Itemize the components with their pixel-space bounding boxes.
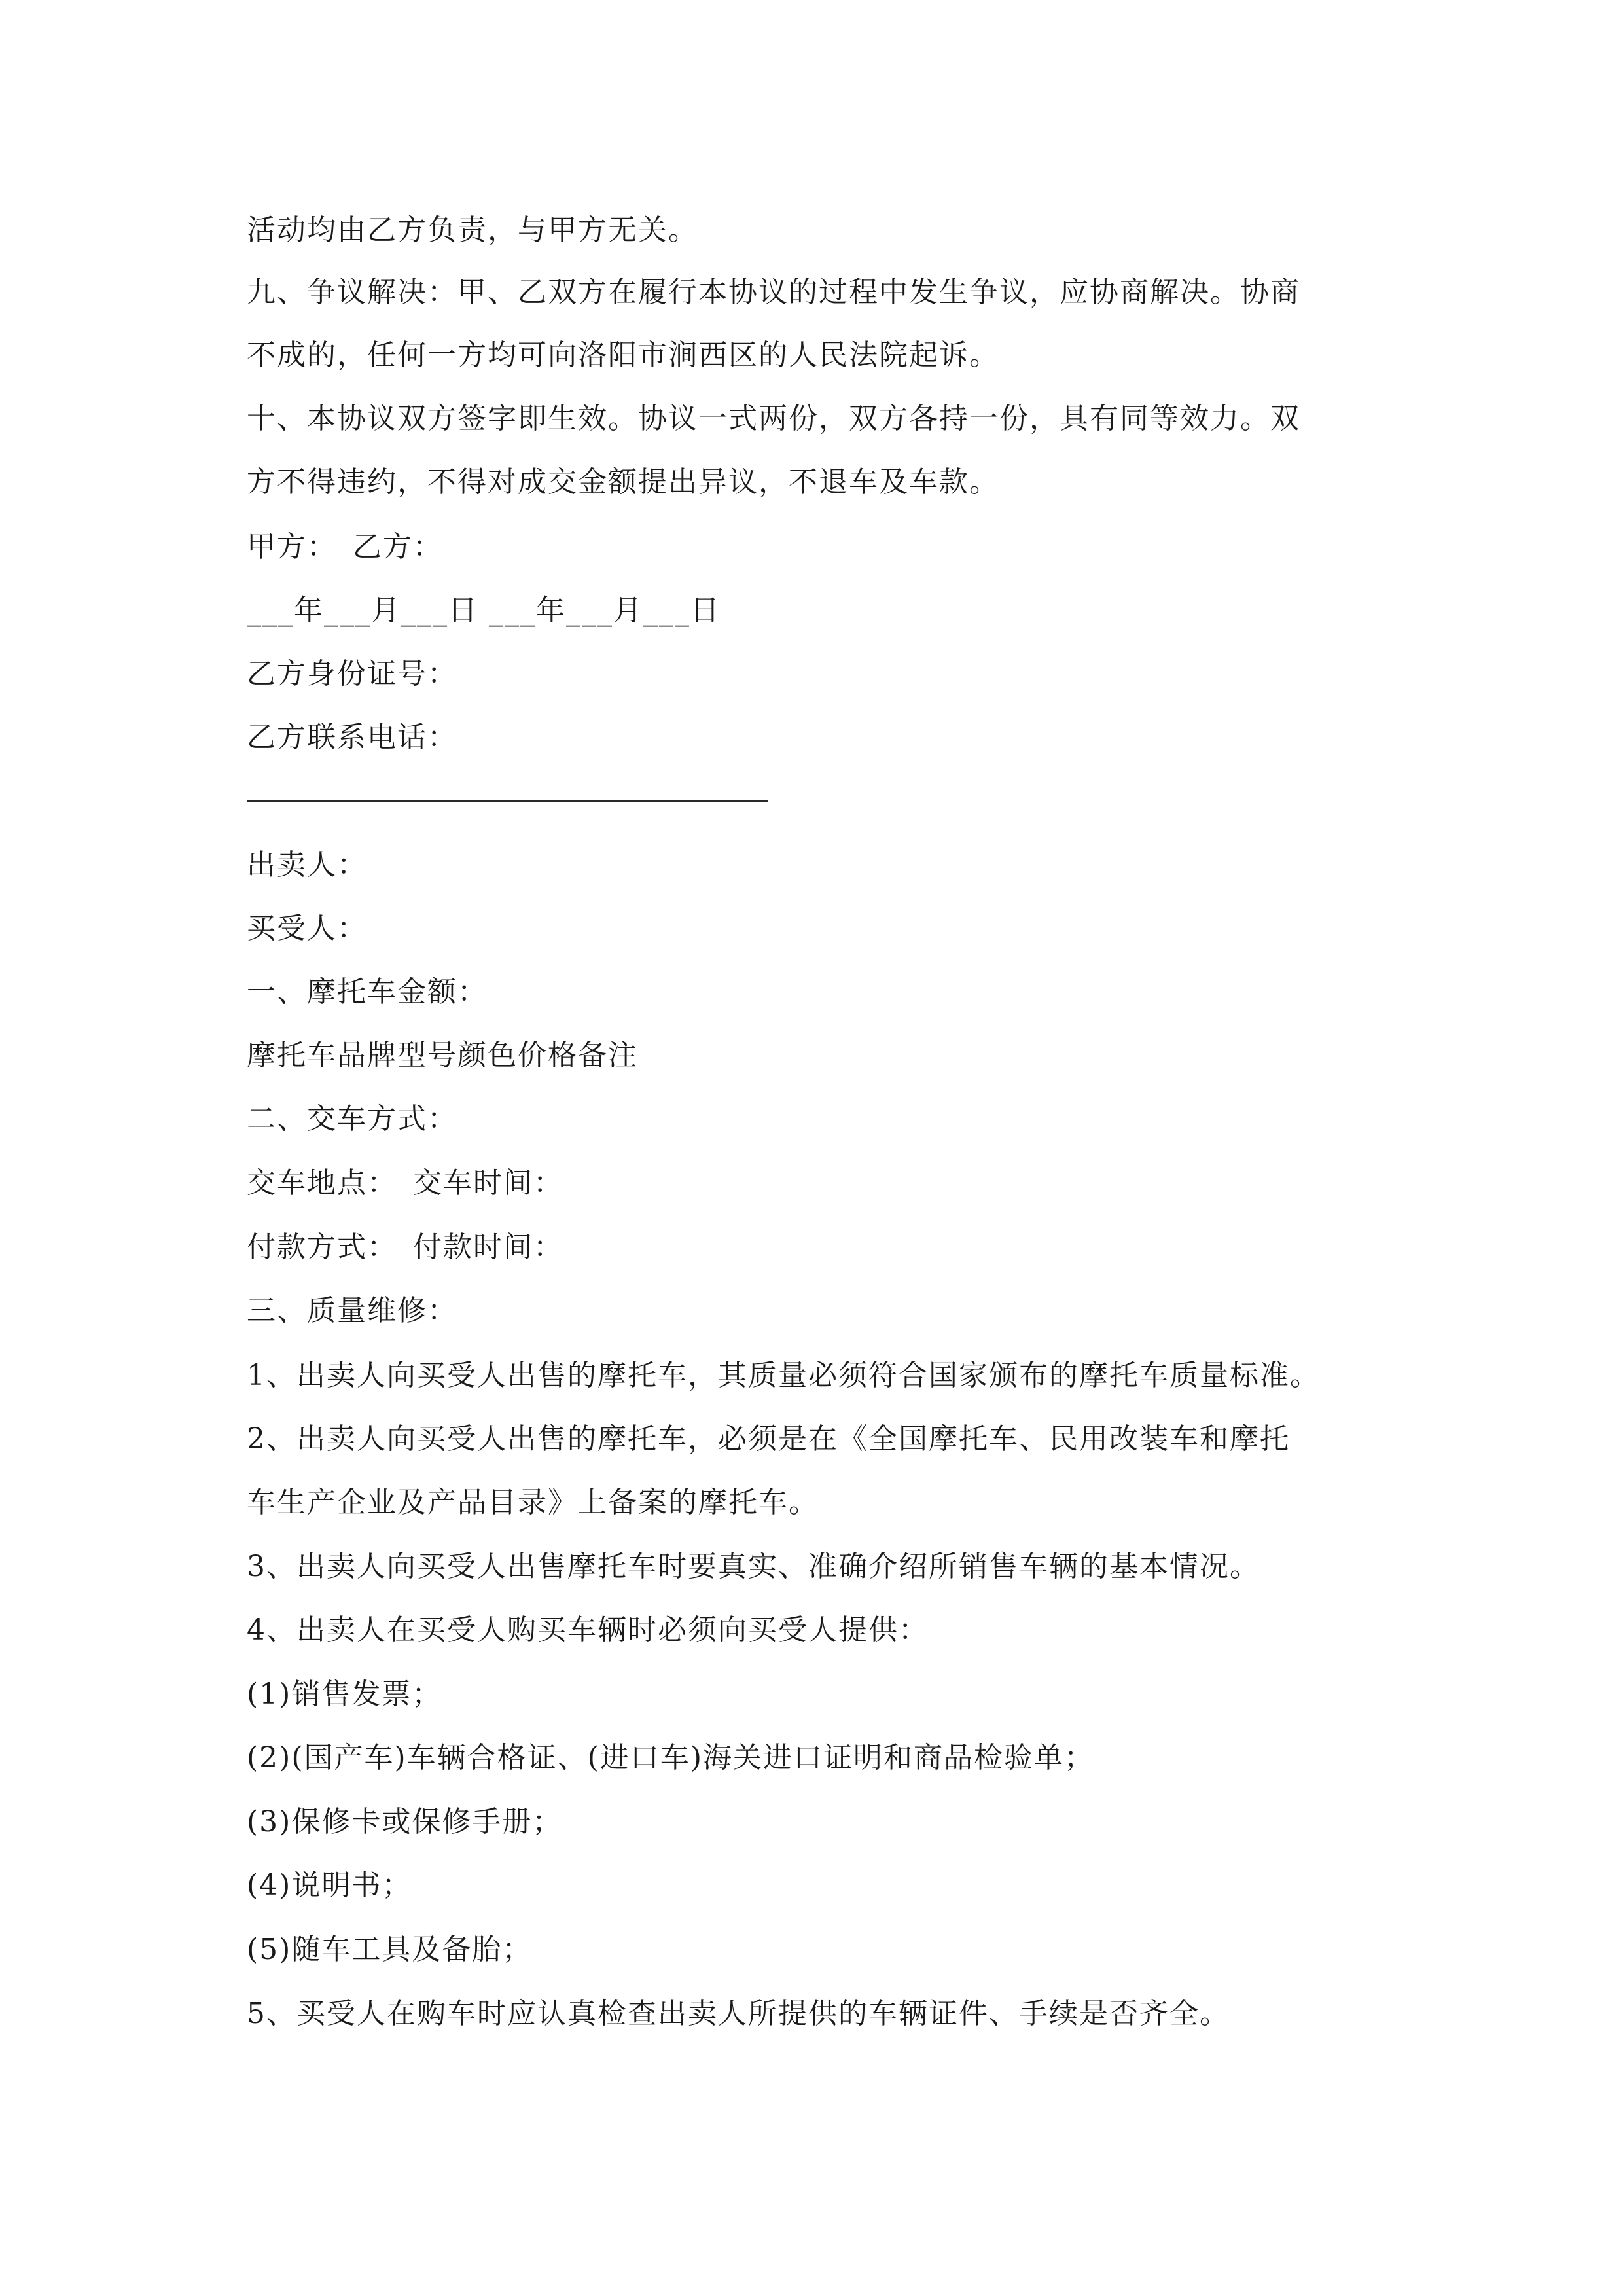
party-b-phone-label: 乙方联系电话： (247, 721, 457, 754)
clause-9-continuation: 不成的，任何一方均可向洛阳市涧西区的人民法院起诉。 (247, 338, 999, 372)
clause-9-dispute-resolution: 九、争议解决：甲、乙双方在履行本协议的过程中发生争议，应协商解决。协商 (247, 276, 1300, 309)
item-5-buyer-check: 5、买受人在购车时应认真检查出卖人所提供的车辆证件、手续是否齐全。 (247, 1997, 1230, 2030)
payment-method-time: 付款方式： 付款时间： (247, 1230, 563, 1264)
clause-10-effectiveness: 十、本协议双方签字即生效。协议一式两份，双方各持一份，具有同等效力。双 (247, 402, 1300, 435)
section-1-heading: 一、摩托车金额： (247, 975, 488, 1009)
item-4-documents: 4、出卖人在买受人购买车辆时必须向买受人提供： (247, 1613, 929, 1647)
signature-parties: 甲方： 乙方： (247, 530, 443, 564)
party-b-id-number-label: 乙方身份证号： (247, 657, 457, 691)
item-2-catalog: 2、出卖人向买受人出售的摩托车，必须是在《全国摩托车、民用改装车和摩托 (247, 1422, 1290, 1456)
doc-2-certificate: (2)(国产车)车辆合格证、(进口车)海关进口证明和商品检验单； (247, 1741, 1094, 1774)
motorcycle-table-header: 摩托车品牌型号颜色价格备注 (247, 1039, 638, 1072)
item-2-continuation: 车生产企业及产品目录》上备案的摩托车。 (247, 1486, 819, 1519)
clause-10-continuation: 方不得违约，不得对成交金额提出异议，不退车及车款。 (247, 465, 999, 499)
signature-dates: ___年___月___日 ___年___月___日 (247, 594, 721, 627)
doc-1-invoice: (1)销售发票； (247, 1677, 442, 1711)
seller-label: 出卖人： (247, 848, 367, 882)
section-2-heading: 二、交车方式： (247, 1102, 457, 1136)
item-1-quality-standard: 1、出卖人向买受人出售的摩托车，其质量必须符合国家颁布的摩托车质量标准。 (247, 1359, 1320, 1392)
section-divider (247, 800, 768, 802)
paragraph-line-continuation: 活动均由乙方负责，与甲方无关。 (247, 213, 698, 247)
doc-5-tools: (5)随车工具及备胎； (247, 1933, 533, 1966)
delivery-place-time: 交车地点： 交车时间： (247, 1166, 563, 1200)
section-3-heading: 三、质量维修： (247, 1294, 457, 1327)
doc-3-warranty: (3)保修卡或保修手册； (247, 1805, 563, 1839)
buyer-label: 买受人： (247, 912, 367, 945)
item-3-disclosure: 3、出卖人向买受人出售摩托车时要真实、准确介绍所销售车辆的基本情况。 (247, 1550, 1260, 1583)
doc-4-manual: (4)说明书； (247, 1869, 412, 1902)
